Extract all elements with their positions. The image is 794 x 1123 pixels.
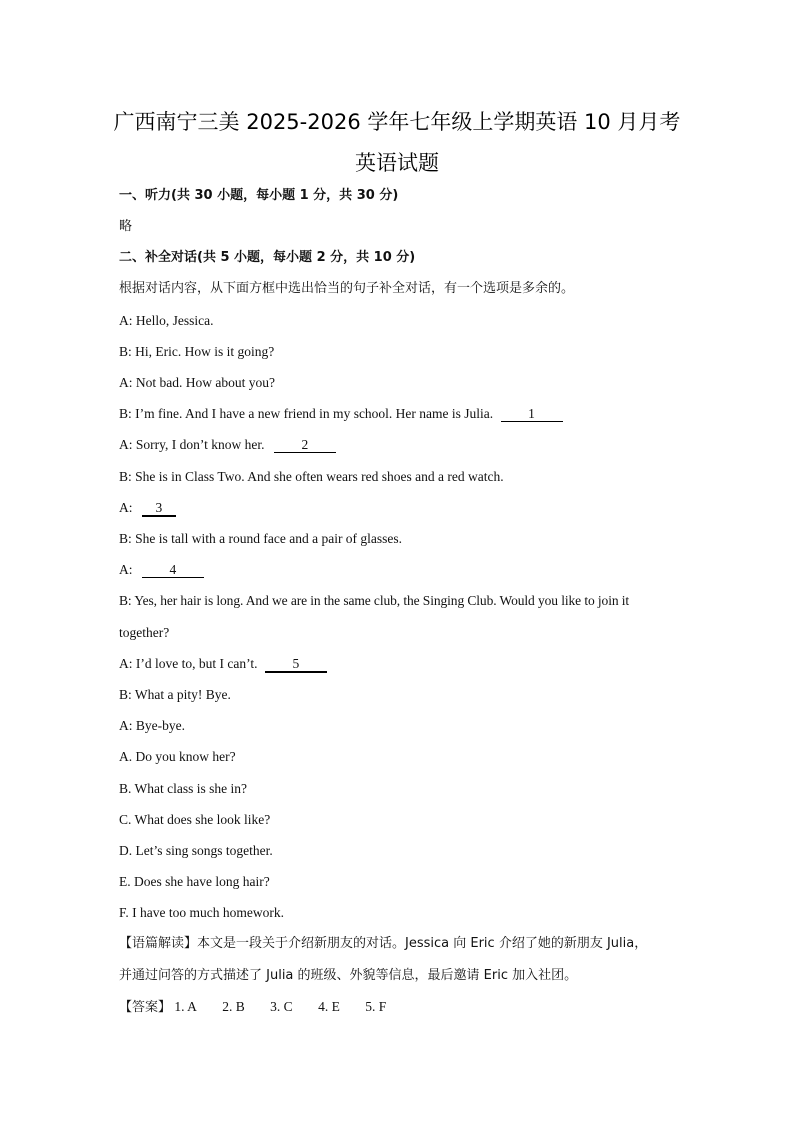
page-subtitle: 英语试题 xyxy=(355,151,439,175)
answer-item: 4. E xyxy=(318,999,340,1014)
option-e: E. Does she have long hair? xyxy=(119,874,270,889)
blank-3: 3 xyxy=(142,500,176,517)
dialogue-text: A: xyxy=(119,562,133,577)
dialogue-line: A: Hello, Jessica. xyxy=(119,313,214,328)
blank-5: 5 xyxy=(265,656,327,673)
option-b: B. What class is she in? xyxy=(119,781,247,796)
answer-label: 【答案】 xyxy=(119,1000,172,1015)
dialogue-line: A: Bye-bye. xyxy=(119,718,185,733)
option-f: F. I have too much homework. xyxy=(119,905,285,920)
answer-item: 1. A xyxy=(174,999,197,1014)
blank-1: 1 xyxy=(501,406,563,422)
dialogue-line xyxy=(119,436,336,454)
dialogue-text: A: Sorry, I don’t know her. xyxy=(119,437,265,452)
section1-heading: 一、听力(共 30 小题，每小题 1 分，共 30 分) xyxy=(119,188,399,203)
option-a: A. Do you know her? xyxy=(119,749,236,764)
section1-note: 略 xyxy=(119,219,133,234)
dialogue-line: B: She is tall with a round face and a pair of glasses. xyxy=(119,531,403,546)
option-c: C. What does she look like? xyxy=(119,812,271,827)
page-title: 广西南宁三美 2025-2026 学年七年级上学期英语 10 月月考 xyxy=(113,110,681,134)
dialogue-line xyxy=(119,561,204,579)
dialogue-line: A: Not bad. How about you? xyxy=(119,375,275,390)
dialogue-text: A: I’d love to, but I can’t. xyxy=(119,656,258,671)
dialogue-text: A: xyxy=(119,500,133,515)
section2-instruction: 根据对话内容，从下面方框中选出恰当的句子补全对话，有一个选项是多余的。 xyxy=(119,281,575,296)
answer-item: 3. C xyxy=(270,999,293,1014)
blank-2: 2 xyxy=(274,437,336,453)
dialogue-text: B: I’m fine. And I have a new friend in my school. Her name is Julia. xyxy=(119,406,494,421)
answer-key xyxy=(119,998,408,1017)
dialogue-line: B: Yes, her hair is long. And we are in the same club, the Singing Club. Would you like to join it xyxy=(119,593,630,608)
dialogue-line xyxy=(119,405,563,423)
blank-4: 4 xyxy=(142,562,204,578)
answer-item: 5. F xyxy=(365,999,387,1014)
dialogue-line xyxy=(119,655,327,673)
analysis-line: 【语篇解读】本文是一段关于介绍新朋友的对话。Jessica 向 Eric 介绍了她的新朋友 Julia， xyxy=(119,936,648,951)
analysis-line: 并通过问答的方式描述了 Julia 的班级、外貌等信息，最后邀请 Eric 加入社团。 xyxy=(119,968,578,983)
option-d: D. Let’s sing songs together. xyxy=(119,843,273,858)
dialogue-line: B: What a pity! Bye. xyxy=(119,687,231,702)
dialogue-line xyxy=(119,499,176,517)
dialogue-line: B: Hi, Eric. How is it going? xyxy=(119,344,275,359)
dialogue-line: B: She is in Class Two. And she often wears red shoes and a red watch. xyxy=(119,469,504,484)
section2-heading: 二、补全对话(共 5 小题，每小题 2 分，共 10 分) xyxy=(119,250,416,265)
dialogue-line: together? xyxy=(119,625,170,640)
answer-item: 2. B xyxy=(222,999,245,1014)
